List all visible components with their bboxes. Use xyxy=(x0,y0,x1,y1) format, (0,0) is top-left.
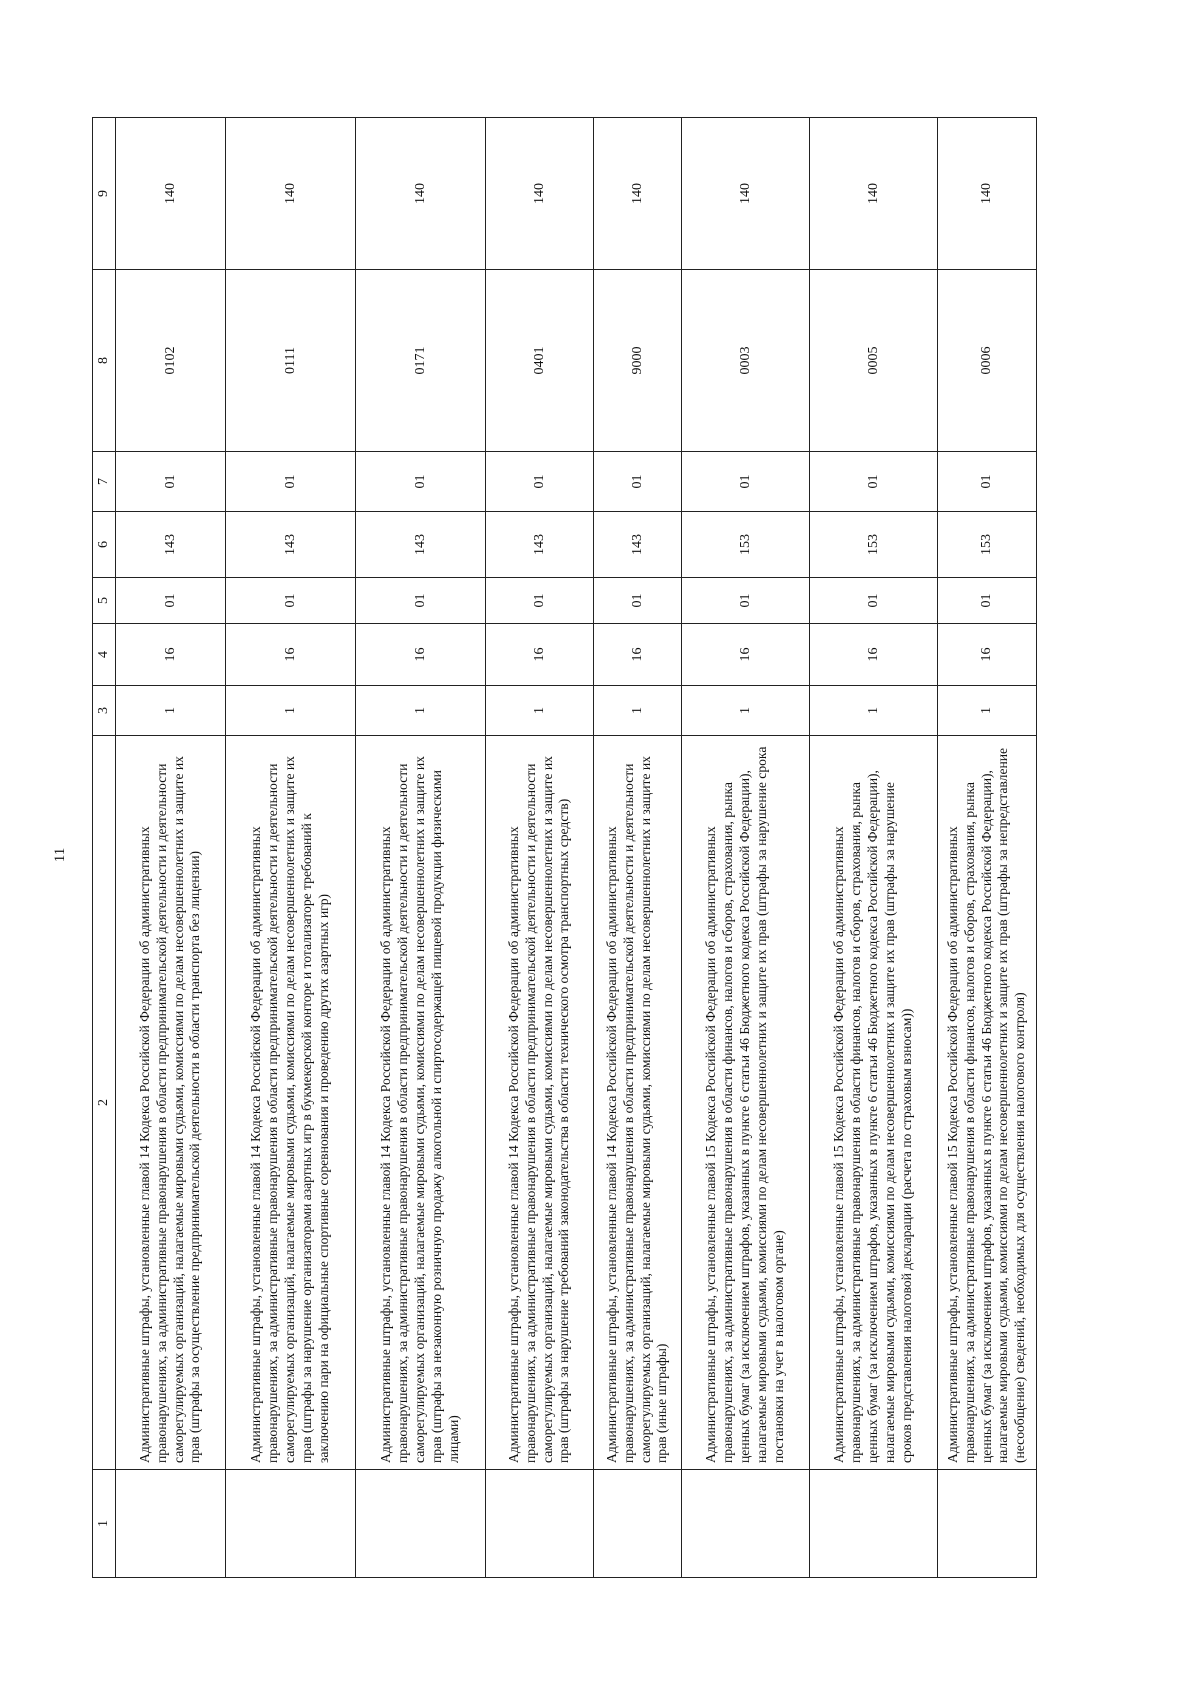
column-header-7: 7 xyxy=(93,452,116,512)
cell-col4: 16 xyxy=(116,624,226,686)
cell-col9: 140 xyxy=(356,118,486,270)
cell-col5: 01 xyxy=(116,578,226,624)
cell-col7: 01 xyxy=(116,452,226,512)
column-header-6: 6 xyxy=(93,512,116,578)
column-header-5: 5 xyxy=(93,578,116,624)
cell-col9: 140 xyxy=(594,118,682,270)
cell-col6: 143 xyxy=(226,512,356,578)
cell-col1 xyxy=(116,1470,226,1578)
header-row xyxy=(93,118,116,1578)
cell-col3: 1 xyxy=(682,686,810,736)
cell-col3: 1 xyxy=(116,686,226,736)
cell-col7: 01 xyxy=(682,452,810,512)
cell-col6: 143 xyxy=(594,512,682,578)
cell-description: Административные штрафы, установленные главой 14 Кодекса Российской Федерации об административных правонарушениях, за административные правонарушения в области предпринимательской деятельности и деятельности саморегулируемых организаций, налагаемые мировыми судьями, комиссиями по делам несовершеннолетних и защите их прав (иные штрафы) xyxy=(594,736,682,1470)
cell-col1 xyxy=(594,1470,682,1578)
column-header-8: 8 xyxy=(93,270,116,452)
cell-col4: 16 xyxy=(356,624,486,686)
cell-col4: 16 xyxy=(226,624,356,686)
column-header-2: 2 xyxy=(93,736,116,1470)
cell-description: Административные штрафы, установленные главой 15 Кодекса Российской Федерации об административных правонарушениях, за административные правонарушения в области финансов, налогов и сборов, страхования, рынка ценных бумаг (за исключением штрафов, указанных в пункте 6 статьи 46 Бюджетного кодекса Российской Федерации), налагаемые мировыми судьями, комиссиями по делам несовершеннолетних и защите их прав (штрафы за непредставление (несообщение) сведений, необходимых для осуществления налогового контроля) xyxy=(938,736,1037,1470)
cell-col4: 16 xyxy=(594,624,682,686)
cell-col3: 1 xyxy=(938,686,1037,736)
cell-col9: 140 xyxy=(116,118,226,270)
table-row xyxy=(938,118,1037,1578)
table-row xyxy=(226,118,356,1578)
cell-col8: 0006 xyxy=(938,270,1037,452)
cell-col1 xyxy=(810,1470,938,1578)
cell-col5: 01 xyxy=(810,578,938,624)
cell-col6: 153 xyxy=(810,512,938,578)
cell-col7: 01 xyxy=(810,452,938,512)
cell-col8: 0003 xyxy=(682,270,810,452)
cell-col6: 143 xyxy=(116,512,226,578)
cell-description: Административные штрафы, установленные главой 15 Кодекса Российской Федерации об административных правонарушениях, за административные правонарушения в области финансов, налогов и сборов, страхования, рынка ценных бумаг (за исключением штрафов, указанных в пункте 6 статьи 46 Бюджетного кодекса Российской Федерации), налагаемые мировыми судьями, комиссиями по делам несовершеннолетних и защите их прав (штрафы за нарушение сроков представления налоговой декларации (расчета по страховым взносам)) xyxy=(810,736,938,1470)
cell-col5: 01 xyxy=(226,578,356,624)
cell-description: Административные штрафы, установленные главой 15 Кодекса Российской Федерации об административных правонарушениях, за административные правонарушения в области финансов, налогов и сборов, страхования, рынка ценных бумаг (за исключением штрафов, указанных в пункте 6 статьи 46 Бюджетного кодекса Российской Федерации), налагаемые мировыми судьями, комиссиями по делам несовершеннолетних и защите их прав (штрафы за нарушение срока постановки на учет в налоговом органе) xyxy=(682,736,810,1470)
cell-col1 xyxy=(226,1470,356,1578)
cell-col3: 1 xyxy=(486,686,594,736)
cell-col8: 0111 xyxy=(226,270,356,452)
cell-description: Административные штрафы, установленные главой 14 Кодекса Российской Федерации об административных правонарушениях, за административные правонарушения в области предпринимательской деятельности и деятельности саморегулируемых организаций, налагаемые мировыми судьями, комиссиями по делам несовершеннолетних и защите их прав (штрафы за нарушение организаторами азартных игр в букмекерской конторе и тотализаторе требований к заключению пари на официальные спортивные соревнования и проведению других азартных игр) xyxy=(226,736,356,1470)
cell-col9: 140 xyxy=(682,118,810,270)
cell-col4: 16 xyxy=(810,624,938,686)
cell-col1 xyxy=(938,1470,1037,1578)
cell-col3: 1 xyxy=(594,686,682,736)
cell-col7: 01 xyxy=(486,452,594,512)
cell-col8: 0005 xyxy=(810,270,938,452)
cell-col9: 140 xyxy=(226,118,356,270)
cell-col7: 01 xyxy=(226,452,356,512)
cell-description: Административные штрафы, установленные главой 14 Кодекса Российской Федерации об административных правонарушениях, за административные правонарушения в области предпринимательской деятельности и деятельности саморегулируемых организаций, налагаемые мировыми судьями, комиссиями по делам несовершеннолетних и защите их прав (штрафы за нарушение требований законодательства в области технического осмотра транспортных средств) xyxy=(486,736,594,1470)
cell-col5: 01 xyxy=(938,578,1037,624)
table-row xyxy=(486,118,594,1578)
table-row xyxy=(810,118,938,1578)
rotated-table-container xyxy=(92,118,1037,1578)
cell-description: Административные штрафы, установленные главой 14 Кодекса Российской Федерации об административных правонарушениях, за административные правонарушения в области предпринимательской деятельности и деятельности саморегулируемых организаций, налагаемые мировыми судьями, комиссиями по делам несовершеннолетних и защите их прав (штрафы за осуществление предпринимательской деятельности в области транспорта без лицензии) xyxy=(116,736,226,1470)
cell-col6: 143 xyxy=(486,512,594,578)
cell-col3: 1 xyxy=(226,686,356,736)
cell-col7: 01 xyxy=(594,452,682,512)
cell-col4: 16 xyxy=(486,624,594,686)
cell-col8: 0102 xyxy=(116,270,226,452)
cell-col3: 1 xyxy=(810,686,938,736)
cell-col8: 0401 xyxy=(486,270,594,452)
page-number: 11 xyxy=(52,847,68,863)
cell-col1 xyxy=(486,1470,594,1578)
cell-col5: 01 xyxy=(486,578,594,624)
cell-col5: 01 xyxy=(356,578,486,624)
cell-col5: 01 xyxy=(594,578,682,624)
cell-description: Административные штрафы, установленные главой 14 Кодекса Российской Федерации об административных правонарушениях, за административные правонарушения в области предпринимательской деятельности и деятельности саморегулируемых организаций, налагаемые мировыми судьями, комиссиями по делам несовершеннолетних и защите их прав (штрафы за незаконную розничную продажу алкогольной и спиртосодержащей пищевой продукции физическими лицами) xyxy=(356,736,486,1470)
cell-col7: 01 xyxy=(356,452,486,512)
table-row xyxy=(682,118,810,1578)
cell-col6: 153 xyxy=(682,512,810,578)
column-header-3: 3 xyxy=(93,686,116,736)
codes-table xyxy=(92,117,1037,1578)
cell-col1 xyxy=(682,1470,810,1578)
cell-col4: 16 xyxy=(938,624,1037,686)
cell-col5: 01 xyxy=(682,578,810,624)
cell-col8: 0171 xyxy=(356,270,486,452)
cell-col9: 140 xyxy=(486,118,594,270)
cell-col7: 01 xyxy=(938,452,1037,512)
cell-col1 xyxy=(356,1470,486,1578)
cell-col4: 16 xyxy=(682,624,810,686)
column-header-9: 9 xyxy=(93,118,116,270)
cell-col9: 140 xyxy=(810,118,938,270)
column-header-1: 1 xyxy=(93,1470,116,1578)
column-header-4: 4 xyxy=(93,624,116,686)
table-row xyxy=(356,118,486,1578)
table-row xyxy=(116,118,226,1578)
cell-col6: 143 xyxy=(356,512,486,578)
cell-col9: 140 xyxy=(938,118,1037,270)
cell-col6: 153 xyxy=(938,512,1037,578)
table-row xyxy=(594,118,682,1578)
cell-col8: 9000 xyxy=(594,270,682,452)
cell-col3: 1 xyxy=(356,686,486,736)
